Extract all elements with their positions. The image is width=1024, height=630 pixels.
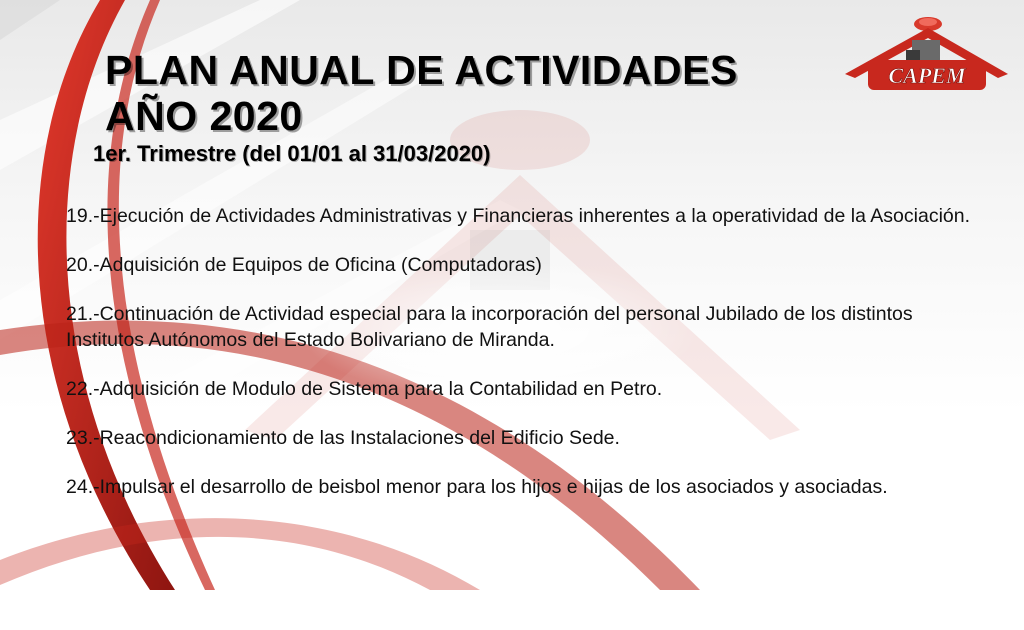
title-line-1: PLAN ANUAL DE ACTIVIDADES — [105, 47, 738, 93]
bottom-margin — [0, 590, 1024, 630]
title-line-2: AÑO 2020 — [105, 93, 303, 139]
list-item: 22.-Adquisición de Modulo de Sistema para la Contabilidad en Petro. — [66, 378, 663, 400]
page-title — [105, 47, 738, 139]
activity-list — [66, 203, 976, 523]
list-item: 24.-Impulsar el desarrollo de beisbol menor para los hijos e hijas de los asociados y asociadas. — [66, 476, 888, 498]
page-subtitle: 1er. Trimestre (del 01/01 al 31/03/2020) — [93, 141, 491, 166]
list-item: 23.-Reacondicionamiento de las Instalaciones del Edificio Sede. — [66, 427, 620, 449]
list-item: 20.-Adquisición de Equipos de Oficina (Computadoras) — [66, 254, 542, 276]
list-item: 21.-Continuación de Actividad especial para la incorporación del personal Jubilado de los distintos Institutos Autónomos del Estado Bolivariano de Miranda. — [66, 303, 913, 351]
list-item: 19.-Ejecución de Actividades Administrativas y Financieras inherentes a la operatividad de la Asociación. — [66, 205, 971, 227]
svg-text:CAPEM: CAPEM — [888, 63, 966, 88]
capem-logo-icon — [840, 10, 1010, 100]
